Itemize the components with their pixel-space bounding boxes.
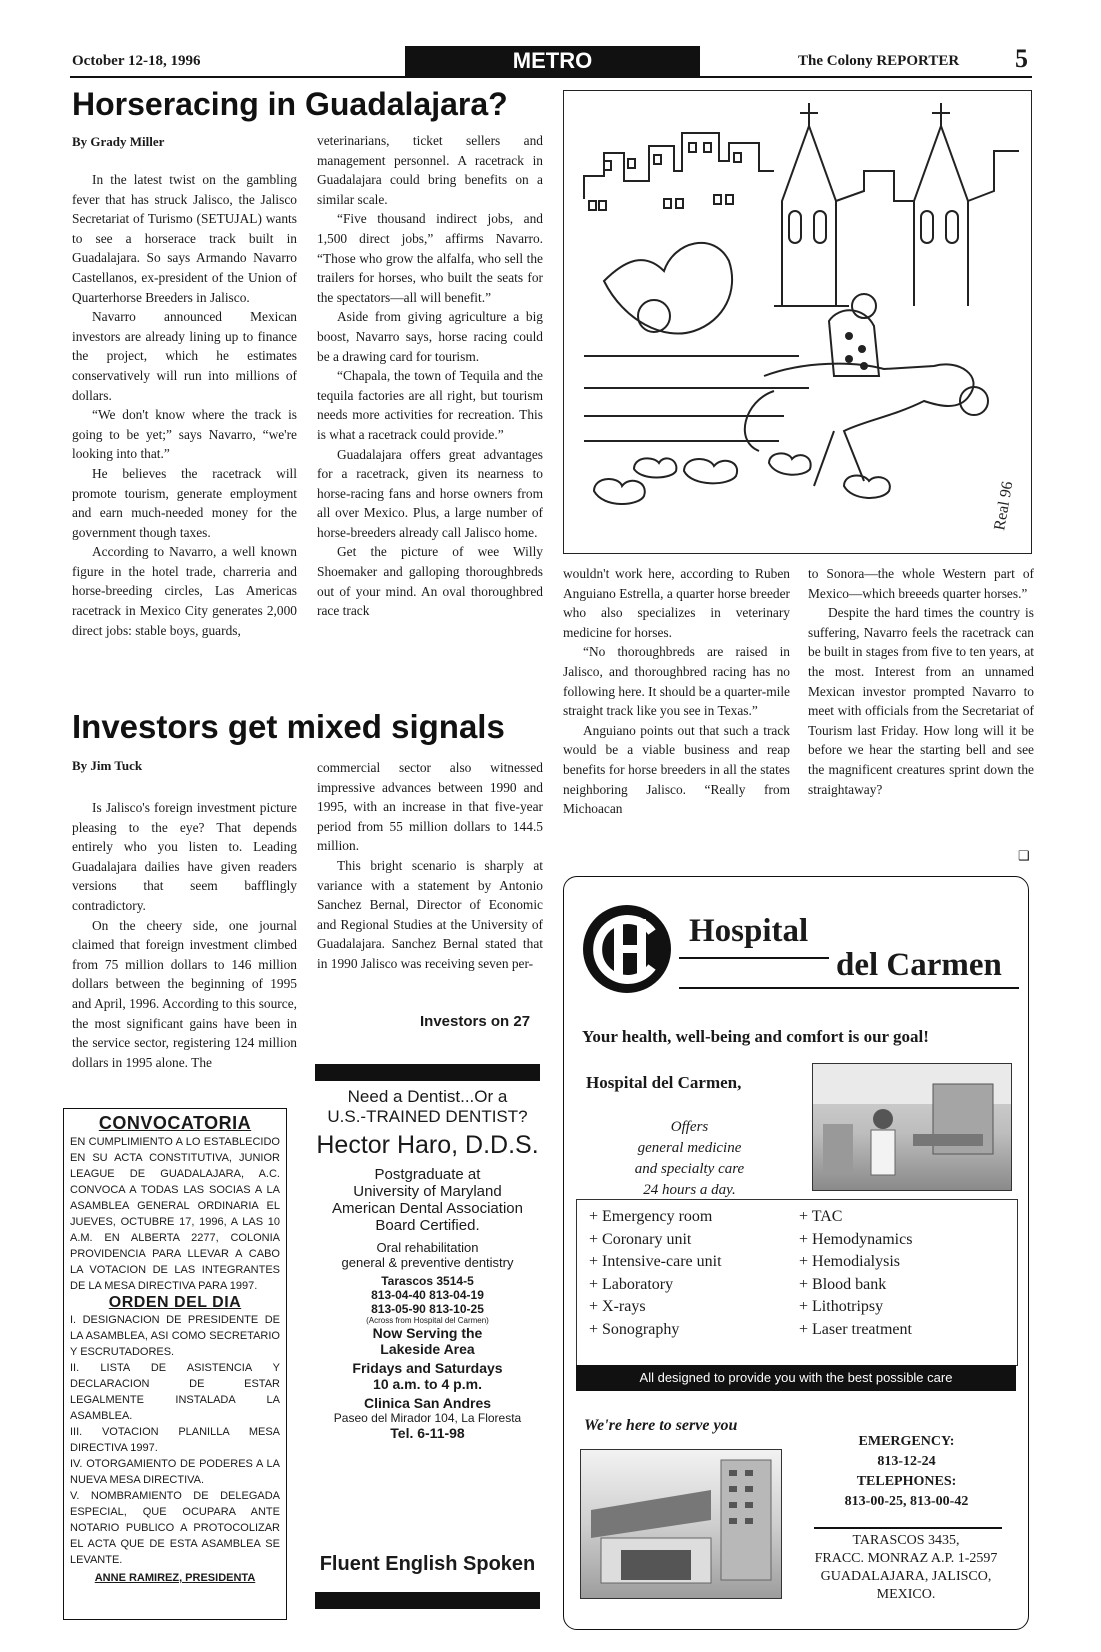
dentist-address: Tarascos 3514-5 [381, 1274, 474, 1288]
hospital-serve-tagline: We're here to serve you [584, 1417, 738, 1434]
dentist-credential: Postgraduate at [374, 1166, 481, 1183]
hospital-interior-photo [812, 1063, 1012, 1191]
address-line: FRACC. MONRAZ A.P. 1-2597 [814, 1551, 998, 1566]
orden-list [70, 1312, 280, 1568]
dentist-specialty: Oral rehabilitation [376, 1240, 479, 1255]
article2-byline: By Jim Tuck [72, 758, 143, 773]
article1-byline: By Grady Miller [72, 134, 165, 149]
paragraph: In the latest twist on the gambling fever that has struck Jalisco, the Jalisco Secretariat of Turismo (SETUJAL) wants to see a horserace track built in Guadalajara. So says Armando Navarro Castellanos, ex-president of the Union of Quarterhorse Breeders in Jalisco. [72, 172, 297, 305]
hospital-offers-line: general medicine [637, 1140, 742, 1156]
hospital-logo-icon [582, 897, 674, 997]
convocatoria-notice [63, 1108, 287, 1620]
service-item: + Coronary unit [589, 1230, 692, 1248]
end-mark: ❑ [1018, 848, 1030, 863]
paragraph: “No thoroughbreds are raised in Jalisco, and thoroughbred racing has no following here. It should be a quarter-mile straight track like you see in Texas.” [563, 644, 790, 719]
dentist-phone: 813-04-40 813-04-19 [371, 1288, 484, 1302]
dentist-credential: American Dental Association [332, 1200, 523, 1217]
jump-line: Investors on 27 [420, 1013, 531, 1030]
convocatoria-signature: ANNE RAMIREZ, PRESIDENTA [94, 1572, 256, 1584]
hospital-tagline: Your health, well-being and comfort is our goal! [582, 1027, 929, 1046]
hospital-offers-line: 24 hours a day. [643, 1182, 736, 1198]
paragraph: “We don't know where the track is going to be yet;” says Navarro, “we're looking into that.” [72, 407, 297, 462]
article1-column-3 [563, 564, 790, 819]
paragraph: Guadalajara offers great advantages for a racetrack, given its nearness to horse-racing fans and horse owners from all over Mexico. Plus, a large number of horse-breeders already call Jalisco home. [317, 446, 543, 540]
orden-item: II. LISTA DE ASISTENCIA Y DECLARACION DE ESTAR LEGALMENTE INSTALADA LA ASAMBLEA. [70, 1362, 280, 1422]
service-item: + Emergency room [589, 1208, 713, 1225]
paragraph: Aside from giving agriculture a big boost, Navarro says, horse racing could be a drawing card for tourism. [317, 309, 543, 364]
dentist-clinic: Clinica San Andres [363, 1395, 492, 1411]
dentist-line1: Need a Dentist...Or a [347, 1087, 508, 1106]
service-item: + Laboratory [589, 1275, 674, 1293]
paragraph: On the cheery side, one journal claimed that foreign investment climbed from 75 million dollars to 146 million dollars between the beginning of 1995 and April, 1996. According to this source, the most significant gains have been in the service sector, registering 124 million dollars in 1995 alone. The [72, 917, 297, 1070]
service-item: + Lithotripsy [799, 1298, 884, 1315]
dentist-serving: Now Serving the [372, 1325, 483, 1341]
article2-column-1 [72, 798, 297, 1072]
service-item: + Intensive-care unit [589, 1253, 722, 1270]
orden-item: V. NOMBRAMIENTO DE DELEGADA ESPECIAL, QUE OCUPARA ANTE NOTARIO PUBLICO A PROTOCOLIZAR EL ACTA QUE DE ESTA ASAMBLEA SE LEVANTE. [70, 1490, 280, 1566]
hospital-subhead: Hospital del Carmen, [586, 1073, 742, 1092]
hospital-address [786, 1532, 1026, 1604]
hospital-name-underline [679, 957, 829, 959]
emergency-phone: 813-12-24 [877, 1454, 936, 1469]
service-item: + TAC [799, 1208, 843, 1225]
hospital-offers [602, 1117, 777, 1201]
article1-headline: Horseracing in Guadalajara? [72, 86, 508, 122]
newspaper-name: The Colony REPORTER [798, 53, 960, 69]
convocatoria-intro: EN CUMPLIMIENTO A LO ESTABLECIDO EN SU ACTA CONSTITUTIVA, JUNIOR LEAGUE DE GUADALAJARA, A.C. CONVOCA A TODAS LAS SOCIAS A LA ASAMBLEA GENERAL ORDINARIA EL JUEVES, OCTUBRE 17, 1996, A LAS 10 A.M. EN ALBERTA 2277, COLONIA PROVIDENCIA PARA LLEVAR A CABO LA VOTACION DE LAS INTEGRANTES DE LA MESA DIRECTIVA PARA 1997. [70, 1136, 280, 1292]
telephones: 813-00-25, 813-00-42 [844, 1494, 969, 1509]
dentist-ad [310, 1087, 545, 1441]
orden-item: III. VOTACION PLANILLA MESA DIRECTIVA 1997. [70, 1426, 280, 1454]
dentist-days: Fridays and Saturdays [352, 1360, 503, 1376]
paragraph: Despite the hard times the country is suffering, Navarro feels the racetrack can be built in stages from five to ten years, at the most. Interest from an unnamed Mexican investor prompted Navarro to meet with officials from the Secretariat of Tourism last Friday. How long will it be before we hear the starting bell and see the magnificent creatures sprint down the straightaway? [808, 605, 1034, 797]
paragraph: Navarro announced Mexican investors are already lining up to finance the project, which he estimates conservatively will run into millions of dollars. [72, 309, 297, 403]
orden-item: I. DESIGNACION DE PRESIDENTE DE LA ASAMBLEA, ASI COMO SECRETARIO Y ESCRUTADORES. [70, 1314, 280, 1358]
dentist-phone: 813-05-90 813-10-25 [371, 1302, 484, 1316]
paragraph: commercial sector also witnessed impressive advances between 1990 and 1995, with an increase in that five-year period from 55 million dollars to 144.5 million. [317, 760, 543, 854]
hospital-banner: All designed to provide you with the best possible care [576, 1365, 1016, 1391]
article1-column-4 [808, 564, 1034, 799]
orden-title: ORDEN DEL DIA [108, 1294, 242, 1311]
services-right-list [799, 1206, 912, 1341]
dentist-serving: Lakeside Area [380, 1341, 475, 1357]
services-left-list [589, 1206, 722, 1341]
service-item: + Blood bank [799, 1275, 887, 1293]
service-item: + Hemodialysis [799, 1253, 901, 1270]
paragraph: Get the picture of wee Willy Shoemaker and galloping thoroughbreds out of your mind. An oval thoroughbred race track [317, 544, 543, 619]
telephones-label: TELEPHONES: [856, 1474, 957, 1489]
hospital-name-line2: del Carmen [836, 947, 1002, 983]
cartoon-illustration [564, 91, 1031, 553]
section-banner: METRO [405, 46, 700, 76]
emergency-label: EMERGENCY: [858, 1434, 955, 1449]
paragraph: This bright scenario is sharply at variance with a statement by Antonio Sanchez Bernal, Director of Economic and Regional Studies at the University of Guadalajara. Sanchez Bernal stated that in 1990 Jalisco was receiving seven per- [317, 857, 543, 971]
paragraph: He believes the racetrack will promote tourism, generate employment and earn much-needed money for the government though taxes. [72, 465, 297, 540]
hospital-offers-line: and specialty care [634, 1161, 745, 1177]
paragraph: veterinarians, ticket sellers and management personnel. A racetrack in Guadalajara could bring benefits on a similar scale. [317, 133, 543, 207]
paragraph: wouldn't work here, according to Ruben Anguiano Estrella, a quarter horse breeder who also specializes in veterinary medicine for horses. [563, 566, 790, 640]
orden-item: IV. OTORGAMIENTO DE PODERES A LA NUEVA MESA DIRECTIVA. [70, 1458, 280, 1486]
dentist-specialty: general & preventive dentistry [341, 1255, 514, 1270]
header-rule [70, 76, 1032, 78]
article2-headline: Investors get mixed signals [72, 708, 505, 745]
paragraph: According to Navarro, a well known figure in the hotel trade, charreria and horse-breeding circles, Las Americas racetrack in Mexico City generates 2,000 direct jobs: stable boys, guards, [72, 544, 297, 638]
building-illustration [581, 1450, 781, 1598]
racing-cartoon [563, 90, 1032, 554]
paragraph: to Sonora—the whole Western part of Mexico—which breeeds quarter horses.” [808, 566, 1034, 601]
dentist-ad-top-bar [315, 1064, 540, 1081]
address-line: MEXICO. [876, 1587, 936, 1602]
dentist-credential: Board Certified. [375, 1217, 480, 1234]
convocatoria-title: CONVOCATORIA [98, 1113, 252, 1133]
dentist-tel: Tel. 6-11-98 [390, 1425, 465, 1441]
page-number: 5 [1015, 44, 1028, 73]
cartoon-signature: Real 96 [991, 480, 1017, 532]
paragraph: Is Jalisco's foreign investment picture pleasing to the eye? That depends entirely who you listen to. Leading Guadalajara dailies have given readers versions that seem bafflingly contradictory. [72, 800, 297, 913]
dentist-clinic-address: Paseo del Mirador 104, La Floresta [333, 1411, 522, 1425]
paragraph: “Chapala, the town of Tequila and the tequila factories are all right, but tourism needs more activities for recreation. This is what a racetrack could provide.” [317, 368, 543, 442]
hospital-offers-line: Offers [670, 1119, 709, 1135]
dentist-ad-bottom-bar [315, 1592, 540, 1609]
hospital-contact [794, 1432, 1019, 1512]
paragraph: Anguiano points out that such a track would be a viable business and reap benefits for horse breeders in all the states neighboring Jalisco. “Really from Michoacan [563, 722, 790, 817]
dentist-credential: University of Maryland [353, 1183, 502, 1200]
hospital-services-box [576, 1199, 1018, 1366]
dentist-footer: Fluent English Spoken [319, 1553, 536, 1575]
paragraph: “Five thousand indirect jobs, and 1,500 direct jobs,” affirms Navarro. “Those who grow the alfalfa, who sell the trailers for horses, who built the seats for the spectators—all will benefit.” [317, 211, 543, 305]
hospital-ad [563, 876, 1029, 1630]
article2-column-2 [317, 758, 543, 974]
dentist-name: Hector Haro, D.D.S. [316, 1131, 539, 1159]
article1-column-2 [317, 131, 543, 621]
service-item: + Laser treatment [799, 1320, 912, 1338]
service-item: + X-rays [589, 1298, 646, 1315]
service-item: + Sonography [589, 1320, 680, 1338]
dentist-note: (Across from Hospital del Carmen) [366, 1316, 489, 1325]
dentist-hours: 10 a.m. to 4 p.m. [373, 1376, 482, 1392]
article1-column-1 [72, 170, 297, 640]
contact-divider [814, 1527, 1002, 1529]
hospital-name-underline [679, 987, 1019, 989]
hospital-photo-illustration [813, 1064, 1011, 1190]
hospital-name-line1: Hospital [689, 913, 809, 949]
hospital-building-photo [580, 1449, 782, 1599]
service-item: + Hemodynamics [799, 1230, 913, 1248]
address-line: TARASCOS 3435, [852, 1533, 960, 1548]
address-line: GUADALAJARA, JALISCO, [820, 1569, 992, 1584]
dentist-line2: U.S.-TRAINED DENTIST? [327, 1107, 528, 1126]
issue-date: October 12-18, 1996 [72, 53, 201, 69]
